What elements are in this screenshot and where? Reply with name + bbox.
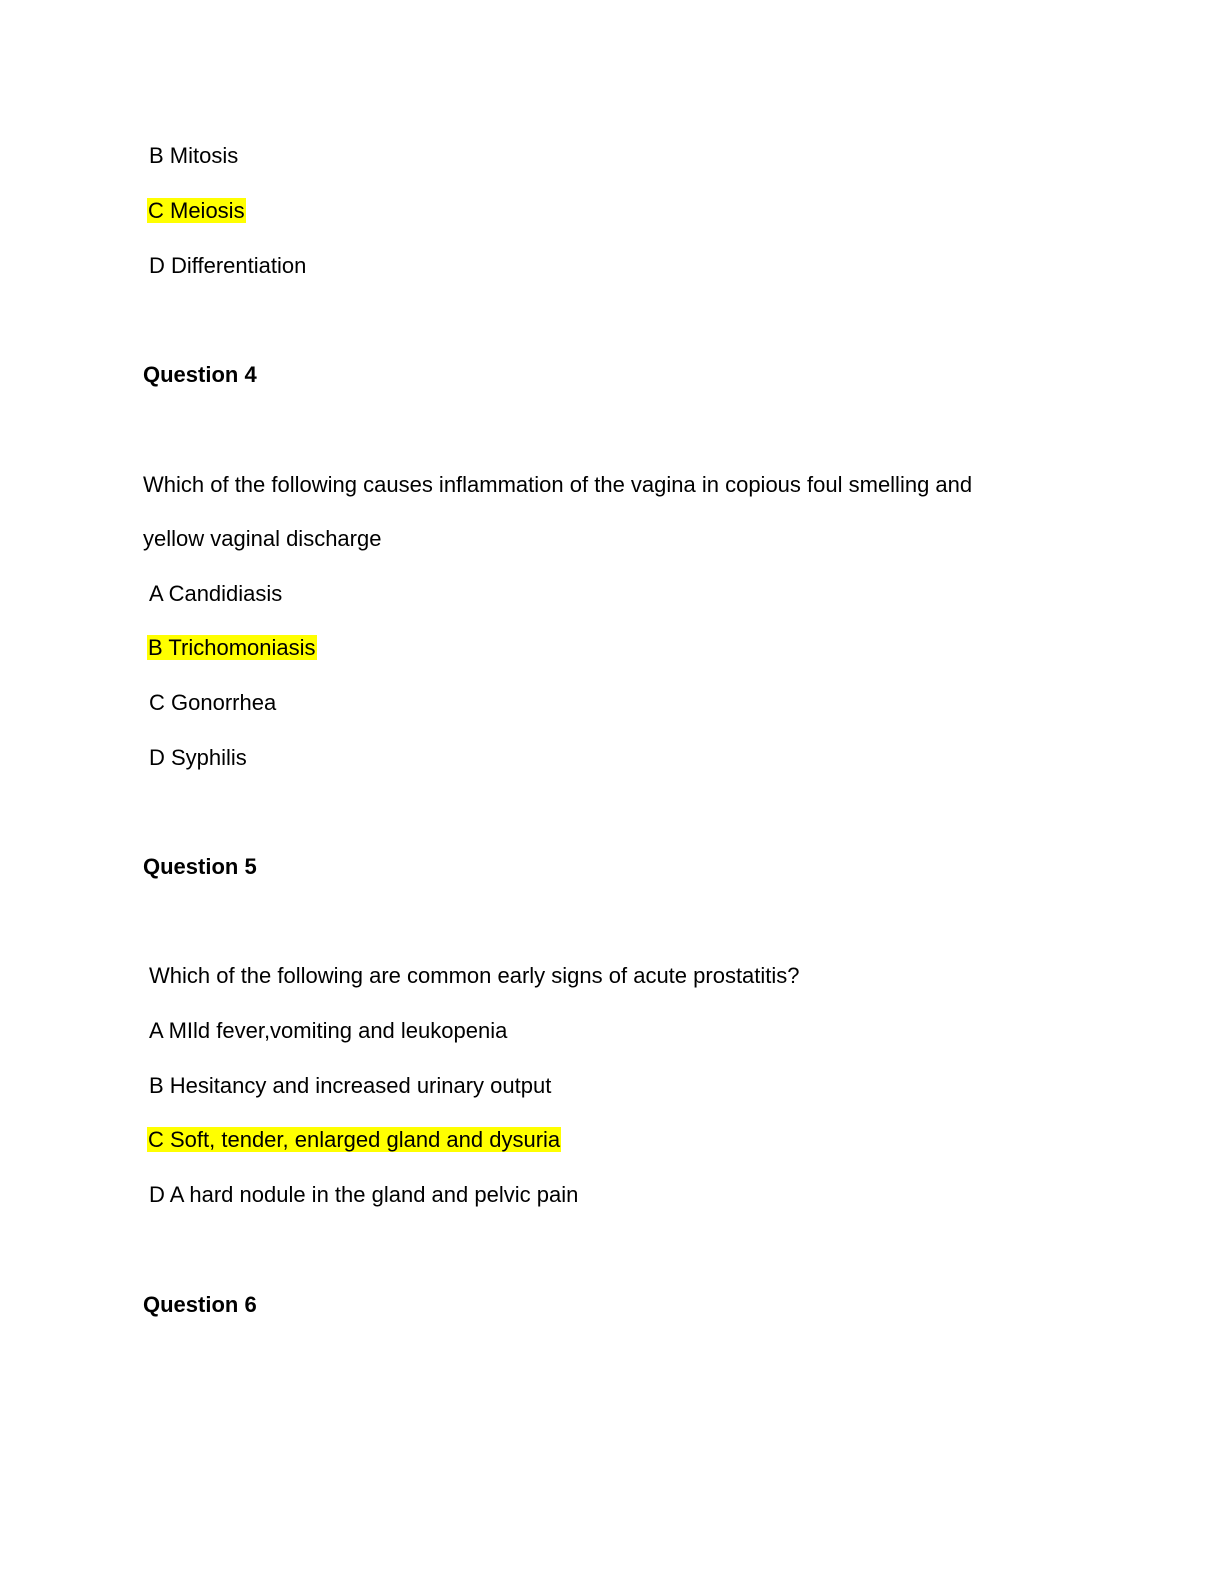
highlighted-answer: B Trichomoniasis <box>148 635 316 660</box>
option-d-differentiation <box>149 251 306 281</box>
highlighted-answer: C Meiosis <box>148 198 245 223</box>
question-4-text-line1: Which of the following causes inflammation of the vagina in copious foul smelling and <box>143 472 973 497</box>
question-5-text: Which of the following are common early signs of acute prostatitis? <box>149 963 800 988</box>
option-text: B Mitosis <box>149 143 239 168</box>
q4-option-b-correct <box>147 633 317 663</box>
question-6-heading: Question 6 <box>143 1292 257 1317</box>
question-4-heading: Question 4 <box>143 362 257 387</box>
q5-option-d <box>149 1180 578 1210</box>
option-text: D A hard nodule in the gland and pelvic pain <box>149 1182 579 1207</box>
option-text: C Gonorrhea <box>149 690 277 715</box>
option-text: A MIld fever,vomiting and leukopenia <box>149 1018 508 1043</box>
q4-option-d <box>149 743 247 773</box>
q5-option-a <box>149 1016 507 1046</box>
q5-option-c-correct <box>147 1125 561 1155</box>
q5-option-b <box>149 1071 551 1101</box>
option-c-meiosis-correct <box>147 196 246 226</box>
highlighted-answer: C Soft, tender, enlarged gland and dysuria <box>148 1127 561 1152</box>
option-text: B Hesitancy and increased urinary output <box>149 1073 552 1098</box>
question-4-text-line2: yellow vaginal discharge <box>143 526 382 551</box>
option-text: D Syphilis <box>149 745 247 770</box>
option-b-mitosis <box>149 141 238 171</box>
q4-option-a <box>149 579 282 609</box>
option-text: D Differentiation <box>149 253 307 278</box>
question-5-heading: Question 5 <box>143 854 257 879</box>
option-text: A Candidiasis <box>149 581 283 606</box>
q4-option-c <box>149 688 276 718</box>
